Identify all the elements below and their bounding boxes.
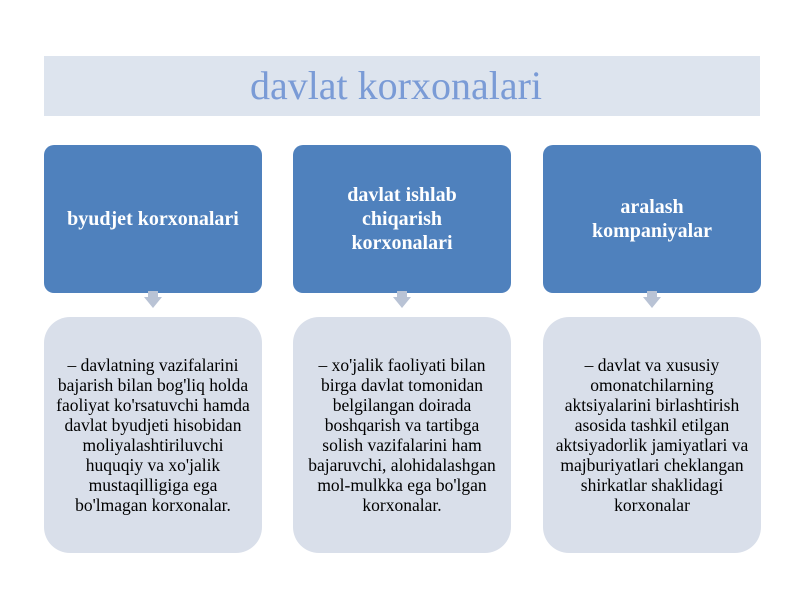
heading-box [44, 145, 262, 293]
heading-label: byudjet korxonalari [67, 208, 239, 230]
description-box [543, 317, 761, 553]
down-arrow-icon [144, 297, 162, 308]
description-text: – xo'jalik faoliyati bilan birga davlat tomonidan belgilangan doirada boshqarish va tartibga solish vazifalarini ham bajaruvchi, alohidalashgan mol-mulkka ega bo'lgan korxonalar. [308, 355, 496, 515]
down-arrow-icon [643, 297, 661, 308]
heading-box [293, 145, 511, 293]
description-box [44, 317, 262, 553]
heading-box [543, 145, 761, 293]
title-banner [44, 56, 760, 116]
description-text: – davlatning vazifalarini bajarish bilan bog'liq holda faoliyat ko'rsatuvchi hamda davlat byudjeti hisobidan moliyalashtiriluvchi huquqiy va xo'jalik mustaqilligiga ega bo'lmagan korxonalar. [56, 355, 250, 515]
heading-label: davlat ishlab chiqarish korxonalari [347, 184, 457, 254]
heading-label: aralash kompaniyalar [591, 196, 713, 242]
diagram-title: davlat korxonalari [249, 63, 543, 108]
down-arrow-icon [393, 297, 411, 308]
description-text: – davlat va xususiy omonatchilarning aktsiyalarini birlashtirish asosida tashkil etilgan aktsiyadorlik jamiyatlari va majburiyatlari cheklangan shirkatlar shaklidagi korxonalar [555, 355, 749, 515]
description-box [293, 317, 511, 553]
